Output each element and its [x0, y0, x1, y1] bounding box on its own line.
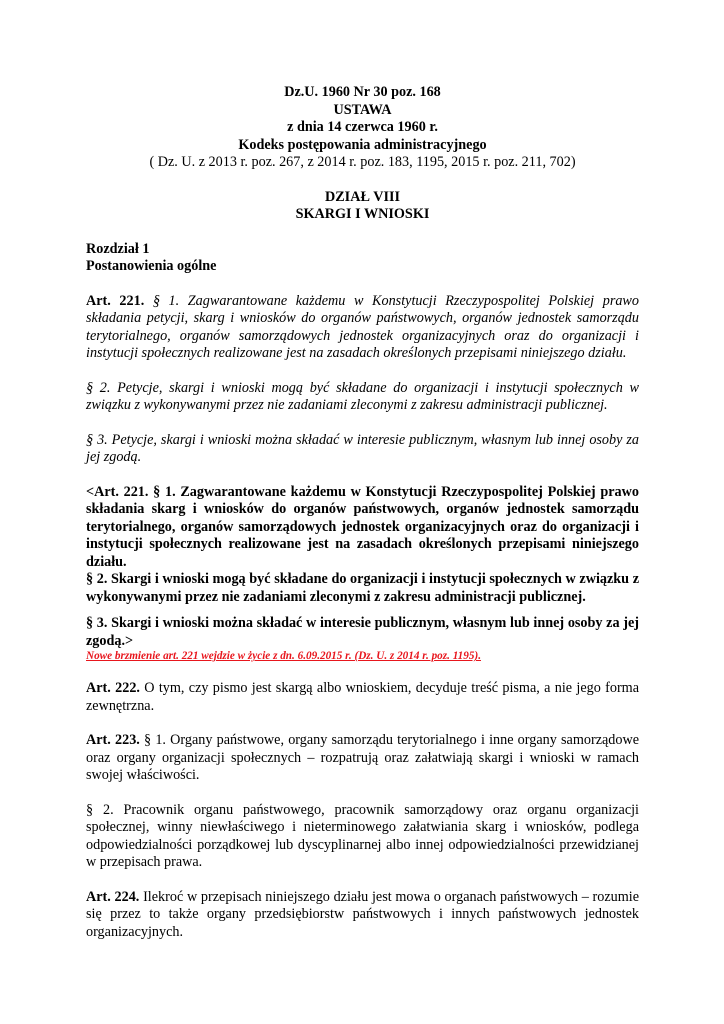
art-223-label: Art. 223.: [86, 732, 140, 748]
art-221-new-para-1: <Art. 221. § 1. Zagwarantowane każdemu w Konstytucji Rzeczypospolitej Polskiej prawo składania skarg i wniosków do organów państwowych, organów jednostek samorządu terytorialnego, organów samorządowych jednostek organizacyjnych oraz do organizacji i instytucji społecznych realizowane jest na zasadach określonych przepisami niniejszego działu.: [86, 483, 639, 570]
art-221-label: Art. 221.: [86, 292, 145, 309]
amendment-note: Nowe brzmienie art. 221 wejdzie w życie z dn. 6.09.2015 r. (Dz. U. z 2014 r. poz. 1195).: [86, 650, 481, 662]
chapter-number: Rozdział 1: [86, 240, 150, 257]
art-221-para-1: [86, 293, 639, 363]
art-224-label: Art. 224.: [86, 888, 140, 905]
division-heading: [86, 189, 639, 224]
art-223-p1-text: § 1. Organy państwowe, organy samorządu terytorialnego i inne organy samorządowe oraz organy organizacji społecznych – rozpatrują oraz załatwiają skargi i wnioski w ramach swojej właściwości.: [86, 732, 640, 783]
art-221-new-para-2: § 2. Skargi i wnioski mogą być składane do organizacji i instytucji społecznych w związku z wykonywanymi przez nie zadaniami zleconymi z zakresu administracji publicznej.: [86, 571, 639, 605]
document-header: [86, 84, 639, 154]
chapter-title: Postanowienia ogólne: [86, 258, 217, 274]
art-223-para-2: § 2. Pracownik organu państwowego, pracownik samorządowy oraz organu organizacji społecznej, winny niewłaściwego i nieterminowego załatwiania skarg i wniosków, podlega odpowiedzialności porządkowej lub dyscyplinarnej albo innej odpowiedzialności przewidzianej w przepisach prawa.: [86, 801, 639, 870]
art-224: [86, 889, 639, 942]
art-221-p1-text: § 1. Zagwarantowane każdemu w Konstytucji Rzeczypospolitej Polskiej prawo składania petycji, skarg i wniosków do organów państwowych, organów jednostek samorządu terytorialnego, organów samorządowych jednostek organizacyjnych oraz do organizacji i instytucji społecznych realizowane jest na zasadach określonych przepisami niniejszego działu.: [86, 292, 639, 361]
art-221-new-para-3: § 3. Skargi i wnioski można składać w interesie publicznym, własnym lub innej osoby za jej zgodą.>: [86, 615, 639, 649]
art-222-text: O tym, czy pismo jest skargą albo wnioskiem, decyduje treść pisma, a nie jego forma zewnętrzna.: [86, 680, 640, 714]
document-page: [86, 82, 639, 941]
art-221-para-2: § 2. Petycje, skargi i wnioski mogą być składane do organizacji i instytucji społecznych w związku z wykonywanymi przez nie zadaniami zleconymi z zakresu administracji publicznej.: [86, 379, 639, 413]
art-222-label: Art. 222.: [86, 680, 140, 696]
division-title: SKARGI I WNIOSKI: [295, 206, 430, 222]
act-name: Kodeks postępowania administracyjnego: [238, 136, 487, 153]
division-number: DZIAŁ VIII: [324, 188, 401, 205]
art-221-para-3: § 3. Petycje, skargi i wnioski można składać w interesie publicznym, własnym lub innej osoby za jej zgodą.: [86, 431, 639, 465]
art-224-text: Ilekroć w przepisach niniejszego działu jest mowa o organach państwowych – rozumie się przez to także organy przedsiębiorstw państwowych i innych państwowych jednostek organizacyjnych.: [86, 888, 640, 940]
art-222: [86, 680, 639, 715]
act-date: z dnia 14 czerwca 1960 r.: [287, 119, 438, 135]
art-223-para-1: [86, 732, 639, 785]
journal-reference: Dz.U. 1960 Nr 30 poz. 168: [284, 84, 441, 100]
chapter-heading: [86, 241, 639, 276]
act-type: USTAWA: [333, 101, 392, 118]
amendments-line: ( Dz. U. z 2013 r. poz. 267, z 2014 r. poz. 183, 1195, 2015 r. poz. 211, 702): [149, 154, 576, 170]
